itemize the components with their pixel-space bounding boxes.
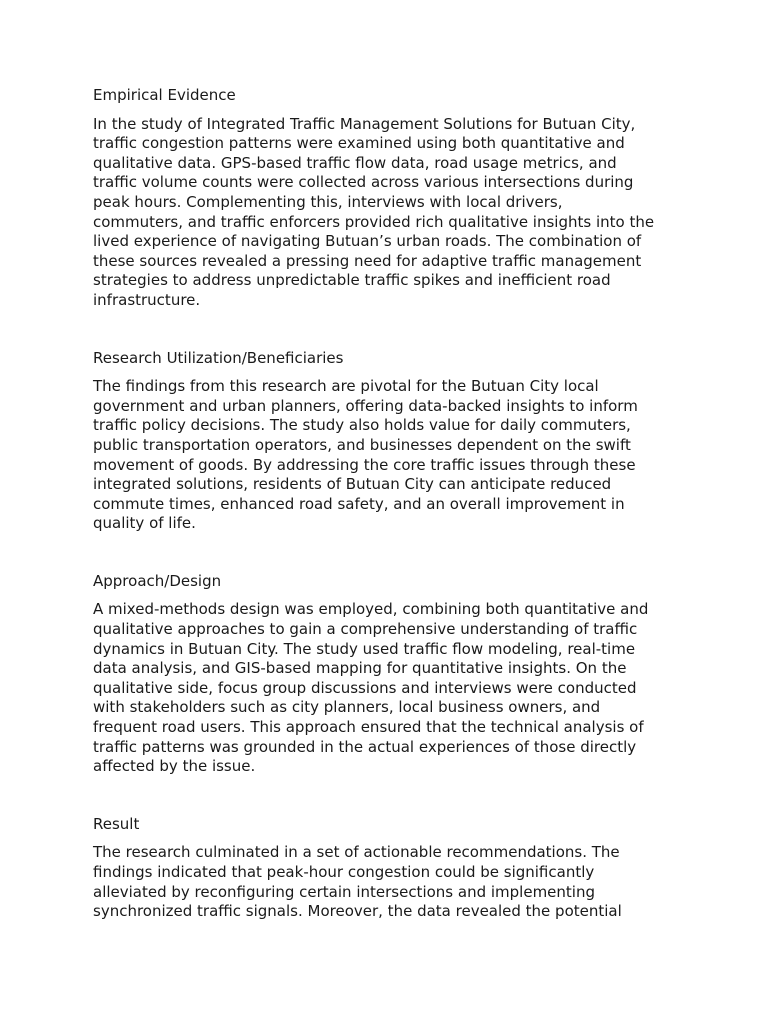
paragraph-line: dynamics in Butuan City. The study used traffic flow modeling, real-time (93, 639, 636, 658)
paragraph-line: The findings from this research are pivotal for the Butuan City local (93, 377, 599, 396)
paragraph-line: infrastructure. (93, 290, 201, 309)
paragraph-line: synchronized traffic signals. Moreover, the data revealed the potential (93, 902, 622, 921)
paragraph-line: peak hours. Complementing this, interviews with local drivers, (93, 192, 563, 211)
section-heading: Result (93, 814, 140, 833)
section-research-utilization (93, 349, 683, 534)
paragraph-line: The research culminated in a set of actionable recommendations. The (93, 843, 620, 862)
paragraph-line: commuters, and traffic enforcers provided rich qualitative insights into the (93, 212, 655, 231)
paragraph-line: frequent road users. This approach ensured that the technical analysis of (93, 718, 644, 737)
paragraph-line: A mixed-methods design was employed, combining both quantitative and (93, 600, 649, 619)
paragraph-line: In the study of Integrated Traffic Management Solutions for Butuan City, (93, 114, 636, 133)
section-paragraph (93, 377, 683, 534)
paragraph-line: lived experience of navigating Butuan’s urban roads. The combination of (93, 232, 642, 251)
paragraph-line: qualitative side, focus group discussions and interviews were conducted (93, 678, 637, 697)
section-paragraph (93, 115, 683, 311)
section-result (93, 815, 683, 922)
paragraph-line: movement of goods. By addressing the core traffic issues through these (93, 455, 636, 474)
paragraph-line: traffic policy decisions. The study also holds value for daily commuters, (93, 416, 631, 435)
paragraph-line: qualitative approaches to gain a comprehensive understanding of traffic (93, 620, 638, 639)
paragraph-line: public transportation operators, and businesses dependent on the swift (93, 435, 631, 454)
paragraph-line: findings indicated that peak-hour congestion could be significantly (93, 863, 595, 881)
section-paragraph (93, 843, 683, 921)
paragraph-line: strategies to address unpredictable traffic spikes and inefficient road (93, 271, 611, 290)
paragraph-line: traffic patterns was grounded in the actual experiences of those directly (93, 737, 637, 756)
paragraph-line: commute times, enhanced road safety, and an overall improvement in (93, 494, 625, 513)
section-empirical-evidence (93, 86, 683, 311)
paragraph-line: traffic volume counts were collected across various intersections during (93, 173, 634, 192)
paragraph-line: these sources revealed a pressing need for adaptive traffic management (93, 251, 642, 270)
paragraph-line: integrated solutions, residents of Butuan City can anticipate reduced (93, 475, 612, 494)
section-heading: Approach/Design (93, 571, 222, 590)
section-heading: Empirical Evidence (93, 86, 236, 104)
paragraph-line: with stakeholders such as city planners, local business owners, and (93, 698, 601, 717)
document-content (93, 86, 683, 922)
section-paragraph (93, 600, 683, 776)
paragraph-line: qualitative data. GPS-based traffic flow data, road usage metrics, and (93, 153, 617, 172)
paragraph-line: quality of life. (93, 514, 196, 533)
paragraph-line: data analysis, and GIS-based mapping for quantitative insights. On the (93, 659, 627, 678)
section-heading: Research Utilization/Beneficiaries (93, 348, 344, 367)
paragraph-line: affected by the issue. (93, 757, 256, 776)
paragraph-line: alleviated by reconfiguring certain intersections and implementing (93, 882, 595, 901)
section-approach-design (93, 572, 683, 777)
paragraph-line: traffic congestion patterns were examined using both quantitative and (93, 134, 625, 153)
paragraph-line: government and urban planners, offering data-backed insights to inform (93, 396, 638, 415)
